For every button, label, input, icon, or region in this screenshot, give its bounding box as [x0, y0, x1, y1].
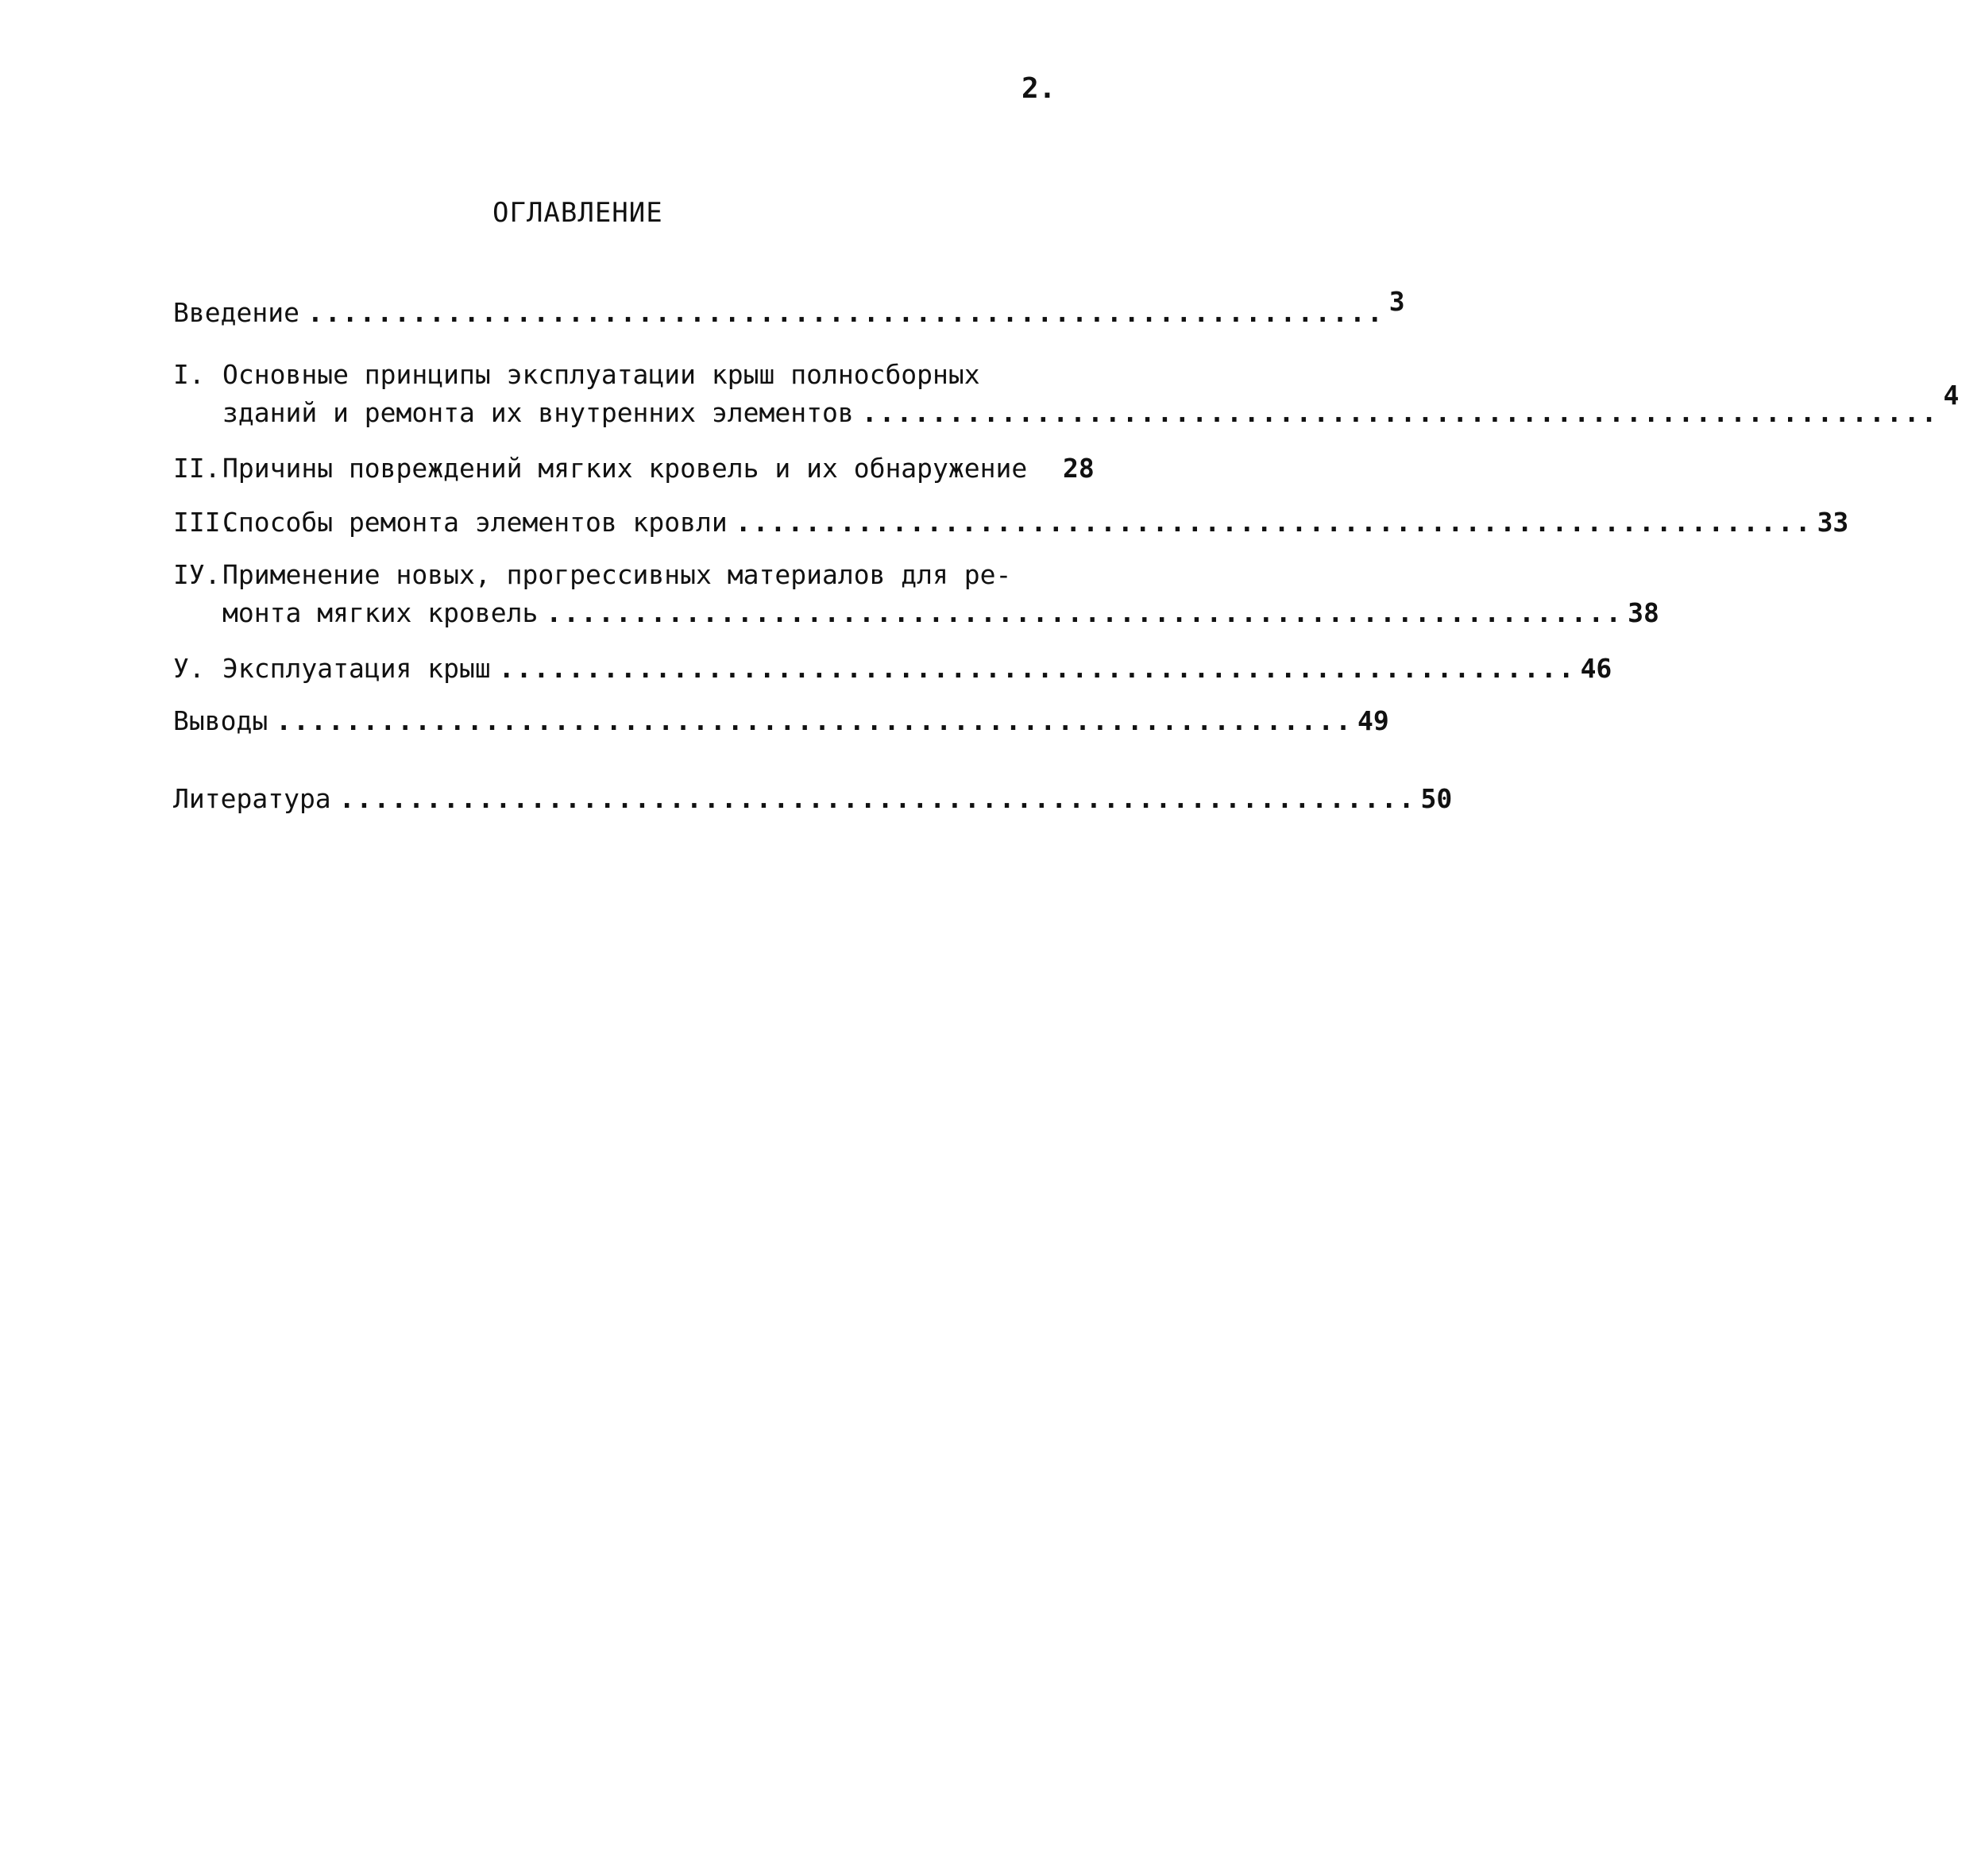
toc-entry-literature — [173, 780, 1453, 818]
leader-dots: .............................................................. — [498, 653, 1576, 684]
page-number: 2. — [1021, 72, 1056, 105]
toc-entry-title: Литература — [173, 783, 331, 814]
toc-entry-title-line-2: зданий и ремонта их внутренних элементов — [222, 397, 854, 428]
toc-entry-title-line-1: Основные принципы эксплуатации крыш полносборных — [222, 359, 980, 390]
toc-entry-title: Введение — [173, 297, 299, 328]
toc-entry-number: II. — [173, 453, 221, 484]
leader-dots: .............................................................. — [861, 397, 1939, 428]
leader-dots: .............................................................. — [735, 507, 1813, 538]
toc-entry-title: Эксплуатация крыш — [222, 653, 491, 684]
toc-entry-page: 46 — [1580, 653, 1612, 684]
toc-entry-number: У. — [173, 653, 205, 684]
toc-entry-number: IУ. — [173, 559, 221, 590]
toc-entry-title-line-2: монта мягких кровель — [222, 597, 539, 628]
toc-entry-conclusions — [173, 702, 1389, 740]
leader-dots: .............................................................. — [338, 783, 1416, 814]
toc-entry-page: 33 — [1817, 507, 1849, 538]
toc-entry-title: Способы ремонта элементов кровли — [222, 507, 728, 538]
toc-entry-title-line-1: Применение новых, прогрессивных материалов для ре- — [222, 559, 1012, 590]
toc-entry-page: 28 — [1063, 453, 1095, 484]
leader-dots: .............................................................. — [546, 597, 1624, 628]
toc-entry-chapter-2 — [173, 450, 1104, 488]
leader-dots: .............................................................. — [307, 297, 1384, 328]
toc-entry-number: III. — [173, 507, 237, 538]
leader-dots: .............................................................. — [276, 705, 1354, 736]
toc-entry-number: I. — [173, 359, 205, 390]
toc-entry-title: Причины повреждений мягких кровель и их обнаружение — [222, 453, 1028, 484]
toc-entry-chapter-3 — [173, 504, 1849, 542]
toc-entry-page: 38 — [1628, 597, 1659, 628]
toc-entry-page: 3 — [1388, 286, 1405, 317]
toc-entry-page: 4 — [1943, 380, 1960, 411]
toc-entry-chapter-1 — [173, 356, 1960, 432]
toc-entry-chapter-4 — [173, 556, 1659, 632]
toc-entry-page: 50 — [1420, 783, 1453, 814]
toc-entry-introduction — [173, 286, 1405, 332]
toc-title: ОГЛАВЛЕНИЕ — [492, 197, 663, 229]
toc-entry-chapter-5 — [173, 650, 1612, 688]
toc-entry-page: 49 — [1357, 705, 1389, 736]
toc-entry-title: Выводы — [173, 705, 268, 736]
